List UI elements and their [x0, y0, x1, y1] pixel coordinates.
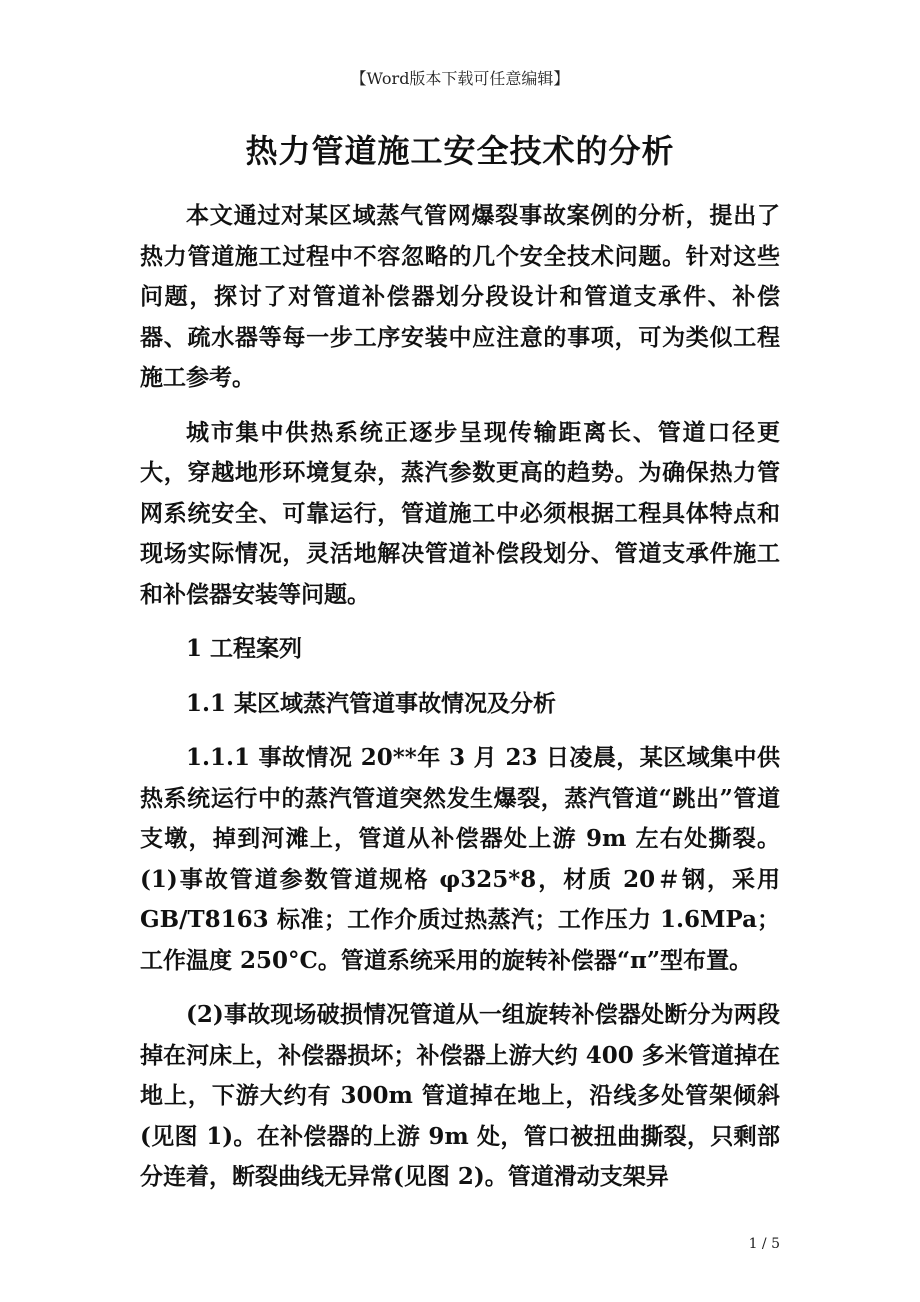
page-header: 【Word版本下载可任意编辑】	[350, 69, 570, 88]
intro-paragraph: 城市集中供热系统正逐步呈现传输距离长、管道口径更大，穿越地形环境复杂，蒸汽参数更高的趋势。为确保热力管网系统安全、可靠运行，管道施工中必须根据工程具体特点和现场实际情况，灵活地解决管道补偿段划分、管道支承件施工和补偿器安装等问题。	[140, 418, 780, 608]
subsection-heading: 1.1 某区域蒸汽管道事故情况及分析	[186, 689, 557, 717]
damage-paragraph: (2)事故现场破损情况管道从一组旋转补偿器处断分为两段掉在河床上，补偿器损坏；补偿器上游大约 400 多米管道掉在地上，下游大约有 300m 管道掉在地上，沿线多处管架倾斜(见图 1)。在补偿器的上游 9m 处，管口被扭曲撕裂，只剩部分连着，断裂曲线无异常(见图 2)。管道滑动支架异	[140, 1001, 780, 1190]
document-body	[140, 196, 780, 1212]
document-title: 热力管道施工安全技术的分析	[245, 132, 675, 170]
page-number: 1 / 5	[748, 1236, 780, 1252]
abstract-paragraph: 本文通过对某区域蒸气管网爆裂事故案例的分析，提出了热力管道施工过程中不容忽略的几个安全技术问题。针对这些问题，探讨了对管道补偿器划分段设计和管道支承件、补偿器、疏水器等每一步工序安装中应注意的事项，可为类似工程施工参考。	[140, 202, 780, 391]
section-heading: 1 工程案列	[186, 635, 303, 662]
accident-paragraph: 1.1.1 事故情况 20**年 3 月 23 日凌晨，某区域集中供热系统运行中的蒸汽管道突然发生爆裂，蒸汽管道“跳出”管道支墩，掉到河滩上，管道从补偿器处上游 9m 左右处撕裂。(1)事故管道参数管道规格 φ325*8，材质 20＃钢，采用 GB/T8163 标准；工作介质过热蒸汽；工作压力 1.6MPa；工作温度 250°C。管道系统采用的旋转补偿器“π”型布置。	[140, 744, 780, 974]
